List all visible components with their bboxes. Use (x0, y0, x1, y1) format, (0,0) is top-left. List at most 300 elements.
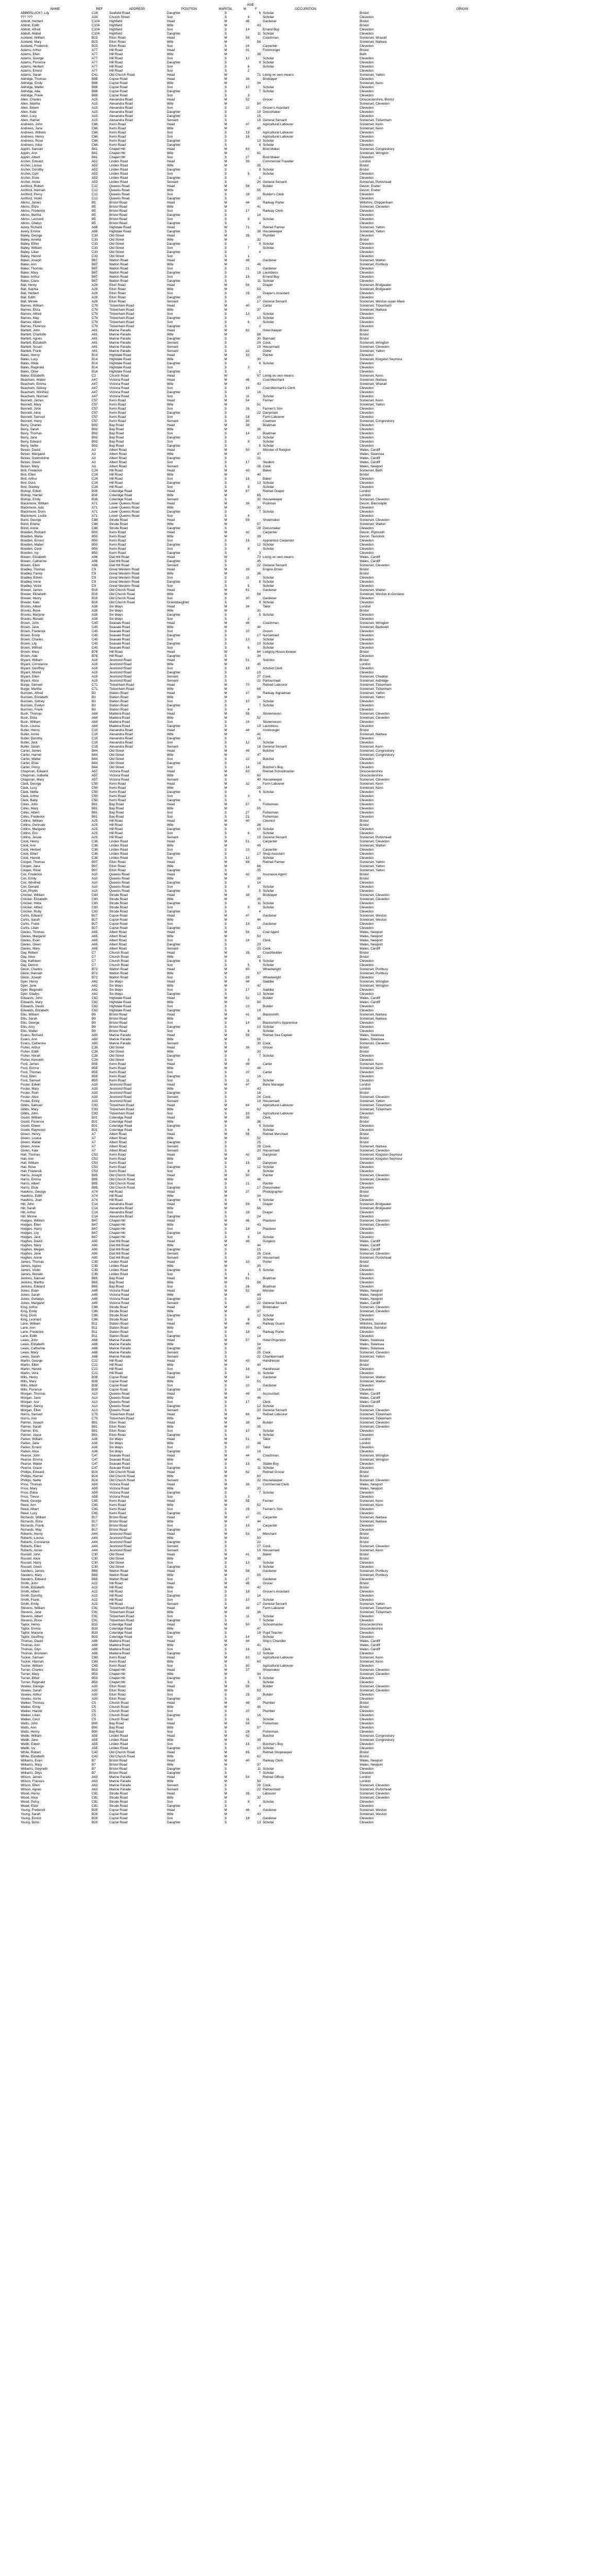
cell-address: Old Street (109, 250, 124, 254)
cell-position: Daughter (167, 1231, 181, 1235)
table-row (20, 53, 575, 57)
cell-name: Evans, Ann (21, 1038, 38, 1041)
cell-marital: W (224, 555, 228, 559)
cell-age-f (250, 1240, 262, 1244)
cell-position: Daughter (167, 642, 181, 646)
cell-address: Queens Road (109, 193, 130, 196)
cell-age-f: 46 (257, 263, 261, 266)
cell-name: Archer, Cyril (21, 172, 39, 176)
cell-age-m: 11 (246, 395, 249, 398)
cell-age-m: 40 (245, 304, 249, 308)
cell-origin: Clevedon (360, 217, 374, 221)
cell-ref: C30 (92, 1561, 98, 1565)
cell-address: Jesmond Road (109, 671, 131, 674)
cell-address: Elton Road (109, 40, 126, 44)
cell-age-m (239, 1087, 250, 1091)
cell-ref: A42 (92, 988, 98, 992)
cell-position: Wife (167, 1755, 174, 1758)
table-row (20, 382, 575, 386)
cell-ref: C57 (92, 419, 98, 423)
cell-address: Tickenham Road (109, 325, 134, 328)
cell-age-f (250, 1656, 262, 1660)
cell-ref: B90 (92, 1722, 98, 1725)
cell-age-m (239, 745, 250, 749)
cell-ref: B5 (92, 217, 96, 221)
cell-marital: M (224, 728, 227, 732)
cell-name: Crocker, Ruby (21, 910, 42, 913)
cell-origin: Clevedon (360, 156, 374, 159)
cell-name: Applin, Samuel (21, 147, 43, 151)
cell-age-m: 56 (245, 1685, 249, 1688)
cell-origin: Clevedon (360, 757, 374, 761)
cell-marital: S (224, 1767, 227, 1771)
cell-marital: M (224, 184, 227, 188)
cell-origin: London (360, 1083, 371, 1087)
cell-name: Turner, Reginald (21, 1681, 45, 1684)
cell-ref: C47 (92, 1458, 98, 1462)
cell-ref: B50 (92, 535, 98, 538)
cell-address: Albert Road (109, 930, 127, 934)
cell-age-m: 13 (245, 638, 249, 641)
table-row (20, 1264, 575, 1268)
cell-age-f (250, 217, 262, 222)
cell-marital: M (224, 782, 227, 786)
cell-name: Fisher, Edith (21, 1050, 39, 1054)
cell-ref: B5 (92, 201, 96, 205)
cell-age-m: 54 (245, 1775, 249, 1779)
cell-age-m: 11 (246, 1079, 249, 1082)
cell-ref: B88 (92, 94, 98, 97)
cell-position: Servant (167, 947, 179, 951)
cell-occupation: Cook (263, 1351, 271, 1354)
cell-age-f (250, 873, 262, 877)
cell-marital: M (224, 968, 227, 971)
cell-address: Tickenham Road (109, 1606, 134, 1610)
cell-position: Son (167, 630, 173, 633)
cell-ref: C7 (92, 955, 96, 959)
cell-age-f: 35 (257, 164, 261, 167)
cell-address: Station Road (109, 1326, 128, 1330)
cell-marital: S (224, 1075, 227, 1078)
cell-age-m: 18 (245, 415, 249, 419)
cell-origin: London (360, 1775, 371, 1779)
table-row (20, 267, 575, 271)
cell-age-m (239, 1619, 250, 1623)
cell-address: Church Road (109, 1701, 129, 1705)
table-row (20, 1483, 575, 1487)
cell-age-m (239, 110, 250, 114)
cell-origin: Bristol (360, 819, 369, 823)
cell-ref: A90 (92, 1244, 98, 1247)
cell-address: Church Road (109, 955, 129, 959)
cell-occupation (262, 799, 349, 803)
cell-occupation: Scholar (263, 510, 274, 514)
cell-age-f: 11 (257, 1466, 261, 1470)
cell-position: Wife (167, 865, 174, 868)
cell-age-f: 12 (257, 1652, 261, 1655)
cell-occupation: Retired Draper (263, 489, 284, 493)
cell-address: Hill Road (109, 481, 123, 485)
cell-age-f: 30 (257, 1042, 261, 1045)
cell-age-m: 18 (245, 1227, 249, 1231)
cell-origin: Somerset, Wrington (360, 984, 389, 988)
cell-position: Wife (167, 1738, 174, 1742)
cell-origin: Clevedon (360, 90, 374, 93)
cell-marital: S (224, 1433, 227, 1437)
cell-marital: S (224, 1528, 227, 1532)
cell-age-f: 34 (257, 696, 261, 699)
cell-marital: S (224, 1371, 227, 1375)
cell-address: Bay Road (109, 815, 124, 819)
cell-position: Son (167, 1170, 173, 1173)
cell-marital: M (224, 469, 227, 472)
cell-position: Wife (167, 753, 174, 757)
cell-address: Bristol Road (109, 1520, 127, 1523)
cell-position: Son (167, 1578, 173, 1581)
table-row (20, 147, 575, 151)
cell-marital: M (224, 1516, 227, 1519)
cell-ref: C91 (92, 1619, 98, 1622)
cell-occupation (262, 794, 349, 799)
cell-marital: M (224, 1643, 227, 1647)
cell-age-m (239, 1631, 250, 1635)
cell-origin: Clevedon (360, 667, 374, 670)
cell-address: Coleridge Road (109, 1120, 132, 1124)
cell-position: Head (167, 1701, 175, 1705)
cell-position: Daughter (167, 213, 181, 217)
cell-origin: Clevedon (360, 440, 374, 444)
cell-ref: C88 (92, 518, 98, 522)
cell-age-f: 51 (257, 403, 261, 406)
table-row (20, 675, 575, 679)
cell-address: Highdale Road (109, 230, 131, 233)
table-row (20, 873, 575, 877)
cell-age-f: 20 (257, 1256, 261, 1260)
cell-age-f: 44 (257, 918, 261, 922)
cell-position: Head (167, 770, 175, 773)
cell-name: Dyer, Gladys (21, 992, 40, 996)
header-occupation: OCCUPATION (295, 7, 316, 11)
cell-position: Head (167, 48, 175, 52)
cell-age-m (239, 1652, 250, 1656)
cell-name: Aldridge, Walter (21, 86, 44, 89)
cell-marital: S (224, 362, 227, 365)
cell-ref: A13 (92, 1404, 98, 1408)
cell-position: Wife (167, 1207, 174, 1210)
cell-age-m: 10 (245, 1598, 249, 1602)
cell-position: Daughter (167, 1347, 181, 1350)
cell-age-m: 3 (247, 366, 249, 369)
cell-name: Foster, Mary (21, 1087, 39, 1091)
table-row (20, 1425, 575, 1429)
cell-marital: M (224, 1701, 227, 1705)
cell-address: Coleridge Road (109, 1631, 132, 1635)
cell-age-f: 28 (257, 1145, 261, 1148)
cell-age-m: 28 (245, 1211, 249, 1214)
table-row (20, 428, 575, 432)
cell-position: Son (167, 1161, 173, 1165)
table-row (20, 774, 575, 778)
cell-address: Walton Road (109, 972, 128, 975)
cell-marital: S (224, 15, 227, 19)
cell-occupation: Scholar (263, 543, 274, 547)
cell-ref: A65 (92, 939, 98, 942)
cell-age-m: 8 (247, 547, 249, 551)
cell-marital: S (224, 61, 227, 64)
cell-ref: B92 (92, 436, 98, 439)
table-row (20, 242, 575, 246)
cell-marital: M (224, 753, 227, 757)
cell-age-m: 17 (245, 209, 249, 213)
table-row (20, 341, 575, 345)
cell-age-f: 33 (257, 1487, 261, 1490)
cell-position: Wife (167, 1812, 174, 1816)
cell-age-m: 5 (247, 172, 249, 176)
cell-age-m (239, 1017, 250, 1021)
table-row (20, 419, 575, 423)
cell-name: Hill, Minnie (21, 1215, 37, 1218)
cell-age-m: 15 (245, 1742, 249, 1746)
cell-name: Hawkins, George (21, 1190, 46, 1194)
cell-occupation (262, 774, 349, 778)
cell-origin: Somerset, Clevedon (360, 1174, 390, 1177)
cell-position: Daughter (167, 1248, 181, 1251)
cell-address: Linden Road (109, 180, 128, 184)
cell-name: Thomas, David (21, 1639, 43, 1643)
cell-position: Head (167, 1359, 175, 1363)
cell-address: Madeira Road (109, 1648, 130, 1651)
cell-name: Bailey, Lilian (21, 250, 39, 254)
cell-position: Son (167, 1021, 173, 1025)
cell-age-f: 49 (257, 1293, 261, 1297)
cell-ref: B85 (92, 1182, 98, 1185)
cell-age-f (250, 1582, 262, 1586)
cell-ref: C7 (92, 951, 96, 955)
cell-occupation: Scholar (263, 1821, 274, 1824)
cell-occupation (262, 94, 349, 98)
cell-ref: C18 (92, 11, 98, 15)
cell-marital: M (224, 1264, 227, 1268)
table-row (20, 1718, 575, 1722)
cell-address: Church Road (109, 1714, 129, 1717)
cell-name: Adams, Arthur (21, 48, 42, 52)
cell-marital: M (224, 1289, 227, 1293)
cell-occupation (262, 1087, 349, 1091)
cell-origin: Clevedon (360, 1697, 374, 1701)
cell-age-m (239, 370, 250, 374)
cell-origin: Somerset, Kenn (360, 127, 383, 130)
cell-address: Kenn Road (109, 135, 126, 139)
cell-address: Albert Road (109, 1141, 127, 1144)
cell-occupation: Scholar (263, 646, 274, 650)
cell-age-m (239, 1314, 250, 1318)
cell-ref: B39 (92, 1388, 98, 1392)
cell-age-f (250, 1775, 262, 1780)
table-row (20, 1487, 575, 1491)
cell-address: Coleridge Road (109, 1128, 132, 1132)
cell-ref: A74 (92, 1194, 98, 1198)
table-row (20, 1075, 575, 1079)
cell-address: Hill Road (109, 819, 123, 823)
cell-occupation: Bricklayer (263, 893, 278, 897)
cell-age-f (250, 914, 262, 918)
cell-address: Hill Road (109, 1198, 123, 1202)
table-row (20, 518, 575, 522)
table-row (20, 687, 575, 691)
cell-age-f (250, 1681, 262, 1685)
cell-address: Marine Parade (109, 337, 131, 341)
cell-position: Son (167, 815, 173, 819)
cell-name: Morgan, Ellen (21, 1409, 41, 1412)
cell-age-f: 12 (257, 543, 261, 547)
cell-address: Bristol Road (109, 1516, 127, 1519)
cell-position: Son (167, 1273, 173, 1276)
table-row (20, 1066, 575, 1071)
cell-ref: A10 (92, 873, 98, 876)
table-row (20, 658, 575, 663)
cell-name: Gibbs, John (21, 1112, 39, 1115)
cell-occupation: Scholar (263, 547, 274, 551)
cell-marital: S (224, 1351, 227, 1354)
cell-ref: B24 (92, 1475, 98, 1478)
cell-name: Hawkins, Joan (21, 1198, 42, 1202)
cell-origin: Clevedon (360, 1598, 374, 1602)
cell-marital: S (224, 1145, 227, 1148)
cell-marital: S (224, 1788, 227, 1791)
cell-position: Daughter (167, 671, 181, 674)
cell-age-m: 1 (247, 1273, 249, 1276)
cell-marital: S (224, 69, 227, 73)
cell-address: Hill Road (109, 485, 123, 489)
cell-position: Head (167, 1202, 175, 1206)
cell-marital: S (224, 1590, 227, 1594)
cell-ref: C12 (92, 184, 98, 188)
cell-ref: A77 (92, 61, 98, 64)
cell-age-f (250, 57, 262, 61)
cell-marital: S (224, 634, 227, 637)
cell-origin: Bristol (360, 1532, 369, 1536)
cell-occupation (262, 205, 349, 209)
cell-position: Son (167, 856, 173, 860)
cell-age-f (250, 667, 262, 671)
cell-origin: Clevedon (360, 428, 374, 431)
cell-position: Wife (167, 452, 174, 456)
cell-address: Madeira Road (109, 716, 130, 720)
cell-age-m (239, 1215, 250, 1219)
cell-address: Chapel Hill (109, 1219, 125, 1223)
cell-age-f (250, 803, 262, 807)
cell-ref: B55 (92, 1075, 98, 1078)
table-row (20, 1470, 575, 1475)
cell-name: Gibbs, Samuel (21, 1104, 42, 1107)
cell-age-m: 59 (245, 1722, 249, 1725)
cell-age-m: 28 (245, 1730, 249, 1734)
cell-name: Turner, Mary (21, 1672, 39, 1676)
cell-marital: M (224, 1656, 227, 1659)
cell-occupation: Dressmaker (263, 110, 281, 114)
cell-ref: C93 (92, 1104, 98, 1107)
cell-origin: Clevedon (360, 1652, 374, 1655)
cell-ref: A42 (92, 984, 98, 988)
cell-origin: Clevedon (360, 1215, 374, 1218)
table-row (20, 811, 575, 815)
cell-name: Hughes, Mary (21, 1244, 41, 1247)
cell-age-f (250, 477, 262, 481)
cell-occupation: Scholar (263, 1718, 274, 1721)
cell-occupation: Fisherman (263, 803, 279, 806)
cell-marital: M (224, 378, 227, 382)
cell-age-m: 13 (245, 1561, 249, 1565)
cell-marital: M (224, 609, 227, 613)
cell-age-f (250, 1338, 262, 1343)
cell-name: Berry, Thomas (21, 432, 42, 435)
cell-marital: S (224, 106, 227, 110)
cell-age-m: 41 (245, 1013, 249, 1016)
cell-name: Price, Mary (21, 1487, 38, 1490)
table-row (20, 700, 575, 704)
cell-name: Berry, Nellie (21, 444, 39, 448)
cell-ref: C28 (92, 1046, 98, 1049)
cell-origin: Wales, Newport (360, 1297, 383, 1301)
cell-address: Six Ways (109, 613, 123, 617)
cell-age-f: 42 (257, 1586, 261, 1589)
cell-ref: B44 (92, 766, 98, 769)
table-row (20, 1334, 575, 1338)
cell-name: Collins, Jessie (21, 836, 42, 839)
cell-name: Carter, James (21, 749, 41, 753)
cell-age-f: 15 (257, 926, 261, 930)
cell-origin: Somerset, Weston-in-Gordano (360, 592, 404, 596)
cell-age-f: 68 (257, 687, 261, 691)
cell-occupation: Pupil Teacher (263, 1631, 283, 1635)
cell-age-m (239, 1503, 250, 1507)
cell-marital: S (224, 910, 227, 913)
cell-position: Head (167, 1722, 175, 1725)
cell-name: Lane, William (21, 1322, 41, 1326)
cell-age-f: 20 (257, 943, 261, 946)
cell-address: Hill Road (109, 1194, 123, 1198)
cell-name: Carter, Harriet (21, 753, 42, 757)
cell-occupation: Scholar (263, 168, 274, 172)
cell-age-m: 6 (247, 646, 249, 650)
table-row (20, 1182, 575, 1186)
cell-marital: S (224, 527, 227, 530)
cell-position: Son (167, 976, 173, 979)
cell-position: Wife (167, 1672, 174, 1676)
cell-position: Head (167, 1322, 175, 1326)
cell-name: Green, Henry (21, 1132, 41, 1136)
cell-ref: A59 (92, 1487, 98, 1490)
cell-origin: Clevedon (360, 1009, 374, 1012)
cell-age-m: 51 (245, 658, 249, 662)
cell-age-f: 17 (257, 634, 261, 637)
cell-position: Head (167, 1116, 175, 1120)
cell-name: Allen, Martha (21, 102, 40, 106)
cell-age-m (239, 543, 250, 547)
cell-age-m: 33 (245, 1260, 249, 1264)
table-row (20, 1013, 575, 1017)
cell-marital: M (224, 1017, 227, 1021)
cell-origin: Clevedon (360, 1664, 374, 1668)
cell-address: Queens Road (109, 881, 130, 885)
cell-age-f (250, 386, 262, 391)
cell-occupation: Agricultural Labourer (263, 123, 294, 126)
table-row (20, 1038, 575, 1042)
cell-origin: Somerset, Kenn (360, 1656, 383, 1659)
cell-ref: A49 (92, 1289, 98, 1293)
table-row (20, 1178, 575, 1182)
cell-age-f: 41 (257, 733, 261, 736)
